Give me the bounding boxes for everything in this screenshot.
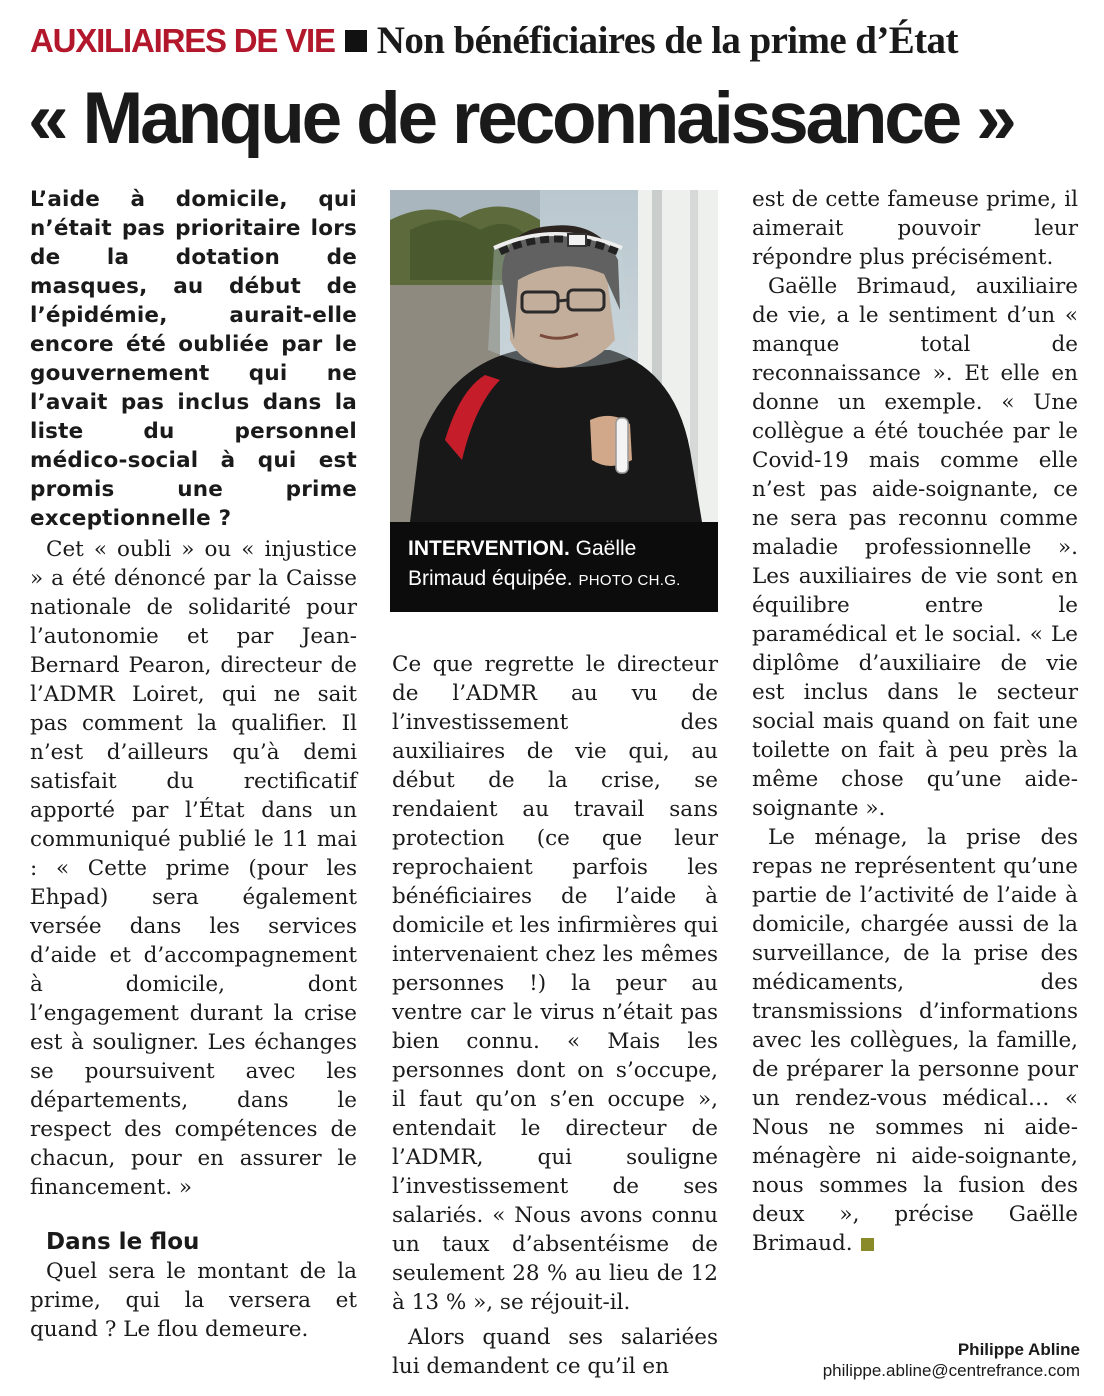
subhead: Dans le flou <box>46 1229 200 1255</box>
body-paragraph: Gaëlle Brimaud, auxiliaire de vie, a le sentiment d’un « manque total de reconnaissance ». Et elle en donne un exemple. « Une collègue a été touchée par le Covid-19 mais comme elle n’est pas aide-soignante, ce ne sera pas reconnu comme maladie professionnelle ». Les auxiliaires de vie sont en équilibre entre le paramédical et le social. « Le diplôme d’auxiliaire de vie est inclus dans le secteur social mais quand on fait une toilette on fait à peu près la même chose qu’une aide-soignante ». <box>752 274 1078 821</box>
body-paragraph <box>752 823 1078 1258</box>
kicker-square-icon <box>345 30 367 52</box>
photo-frame <box>390 190 718 612</box>
body-paragraph: Alors quand ses salariées lui demandent ce qu’il en <box>392 1325 718 1379</box>
photo <box>390 190 718 522</box>
author-name: Philippe Abline <box>957 1340 1080 1359</box>
end-mark-icon <box>861 1238 874 1251</box>
photo-credit: PHOTO CH.G. <box>578 572 681 589</box>
photo-caption <box>408 534 708 596</box>
photo-illustration <box>390 190 718 522</box>
kicker <box>30 18 958 64</box>
kicker-section: AUXILIAIRES DE VIE <box>30 21 335 59</box>
body-paragraph: Quel sera le montant de la prime, qui la versera et quand ? Le flou demeure. <box>30 1259 357 1342</box>
caption-lead: INTERVENTION. <box>408 537 570 560</box>
body-paragraph-text: Le ménage, la prise des repas ne représentent qu’une partie de l’activité de l’aide à domicile, chargée aussi de la surveillance, de la prise des médicaments, des transmissions d’informations avec les collègues, la famille, de préparer la personne pour un rendez-vous médical… « Nous ne sommes ni aide-ménagère ni aide-soignante, nous sommes la fusion des deux », précise Gaëlle Brimaud. <box>752 825 1078 1256</box>
caption-text: Gaëlle Brimaud équipée. <box>408 537 637 590</box>
kicker-topic: Non bénéficiaires de la prime d’État <box>376 19 958 62</box>
lead-paragraph: L’aide à domicile, qui n’était pas prioritaire lors de la dotation de masques, au début de l’épidémie, aurait-elle encore été oubliée par le gouvernement qui ne l’avait pas inclus dans la liste du personnel médico-social à qui est promis une prime exceptionnelle ? <box>30 187 357 531</box>
body-paragraph: est de cette fameuse prime, il aimerait pouvoir leur répondre plus précisément. <box>752 187 1078 270</box>
column-2 <box>392 650 718 1381</box>
headline: « Manque de reconnaissance » <box>28 78 1014 159</box>
column-3 <box>752 185 1078 1258</box>
body-paragraph: Ce que regrette le directeur de l’ADMR au vu de l’investissement des auxiliaires de vie qui, au début de la crise, se rendaient au travail sans protection (ce que leur reprochaient parfois les bénéficiaires de l’aide à domicile et les infirmières qui intervenaient chez les mêmes personnes !) la peur au ventre car le virus n’était pas bien connu. « Mais les personnes dont on s’occupe, il faut qu’on s’en occupe », entendait le directeur de l’ADMR, qui souligne l’investissement de ses salariés. « Nous avons connu un taux d’absentéisme de seulement 28 % au lieu de 12 à 13 % », se réjouit-il. <box>392 652 718 1315</box>
column-1 <box>30 185 357 1344</box>
author-email[interactable]: philippe.abline@centrefrance.com <box>822 1361 1080 1380</box>
body-paragraph: Cet « oubli » ou « injustice » a été dénoncé par la Caisse nationale de solidarité pour l’autonomie et par Jean-Bernard Pearon, directeur de l’ADMR Loiret, qui ne sait pas comment la qualifier. Il n’est d’ailleurs qu’à demi satisfait du rectificatif apporté par l’État dans un communiqué publié le 11 mai : « Cette prime (pour les Ehpad) sera également versée dans les services d’aide et d’accompagnement à domicile, dont l’engagement durant la crise est à souligner. Les échanges se poursuivent avec les départements, dans le respect des compétences de chacun, pour en assurer le financement. » <box>30 537 357 1200</box>
